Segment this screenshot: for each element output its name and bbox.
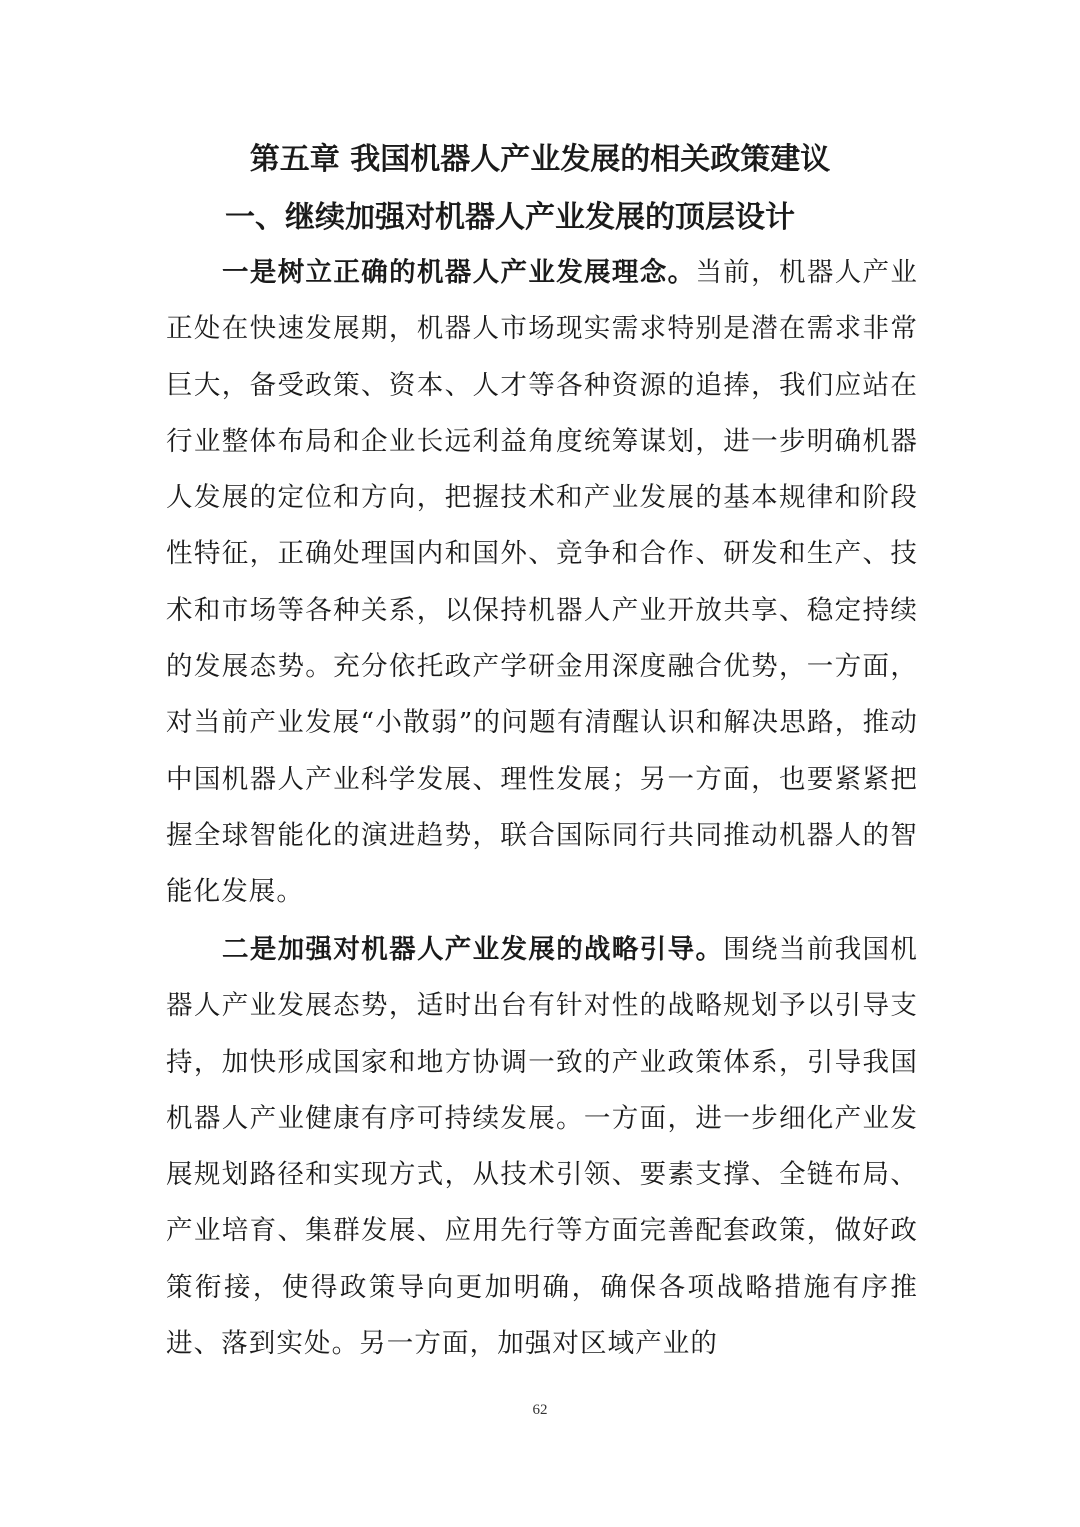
section-title: 一、继续加强对机器人产业发展的顶层设计 xyxy=(225,200,795,235)
paragraph-1-lead: 一是树立正确的机器人产业发展理念。 xyxy=(222,257,696,288)
paragraph-2-body: 围绕当前我国机器人产业发展态势，适时出台有针对性的战略规划予以引导支持，加快形成国家和地方协调一致的产业政策体系，引导我国机器人产业健康有序可持续发展。一方面，进一步细化产业发展规划路径和实现方式，从技术引领、要素支撑、全链布局、产业培育、集群发展、应用先行等方面完善配套政策，做好政策衔接，使得政策导向更加明确，确保各项战略措施有序推进、落到实处。另一方面，加强对区域产业的 xyxy=(166,934,918,1360)
page-number: 62 xyxy=(532,1402,548,1418)
paragraph-1-body: 当前，机器人产业正处在快速发展期，机器人市场现实需求特别是潜在需求非常巨大，备受政策、资本、人才等各种资源的追捧，我们应站在行业整体布局和企业长远利益角度统筹谋划，进一步明确机器人发展的定位和方向，把握技术和产业发展的基本规律和阶段性特征，正确处理国内和国外、竞争和合作、研发和生产、技术和市场等各种关系，以保持机器人产业开放共享、稳定持续的发展态势。充分依托政产学研金用深度融合优势，一方面，对当前产业发展“小散弱”的问题有清醒认识和解决思路，推动中国机器人产业科学发展、理性发展；另一方面，也要紧紧把握全球智能化的演进趋势，联合国际同行共同推动机器人的智能化发展。 xyxy=(166,257,918,908)
paragraph-1 xyxy=(166,245,918,921)
chapter-title: 第五章 我国机器人产业发展的相关政策建议 xyxy=(249,142,831,177)
paragraph-2-lead: 二是加强对机器人产业发展的战略引导。 xyxy=(222,934,724,965)
paragraph-2 xyxy=(166,922,918,1372)
